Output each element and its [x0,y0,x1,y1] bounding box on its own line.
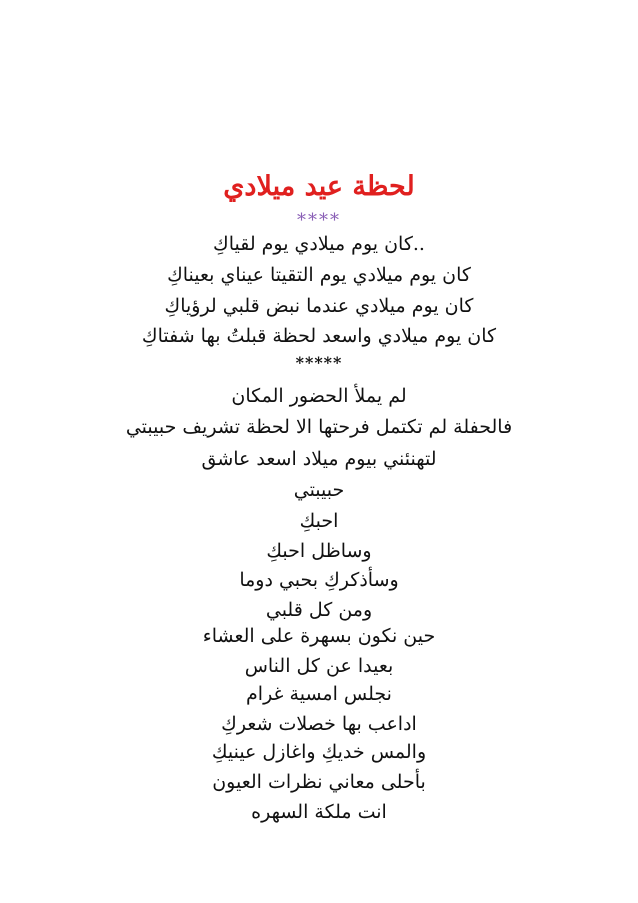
poem-line: لتهنئني بيوم ميلاد اسعد عاشق [201,448,437,470]
poem-line: لم يملأ الحضور المكان [231,385,407,407]
poem-line: كان يوم ميلادي عندما نبض قلبي لرؤياكِ [164,295,474,317]
poem-line: كان يوم ميلادي واسعد لحظة قبلتُ بها شفتاكِ [141,325,497,347]
poem-line: حبيبتي [293,479,345,501]
poem-line: وسأذكركِ بحبي دوما [239,569,399,591]
separator-mid: ***** [295,353,343,372]
poem-line: انت ملكة السهره [251,801,387,823]
poem-line: كان يوم ميلادي يوم التقيتا عيناي بعيناكِ [167,264,471,286]
poem-line: والمس خديكِ واغازل عينيكِ [211,741,427,763]
poem-line: حين نكون بسهرة على العشاء [202,625,436,647]
poem-line: بعيدا عن كل الناس [244,655,394,677]
poem-line: اداعب بها خصلات شعركِ [221,713,417,735]
poem-title: لحظة عيد ميلادي [223,171,415,202]
poem-line: وساظل احبكِ [266,540,372,562]
separator-top: **** [297,210,341,231]
poem-line: احبكِ [299,510,339,532]
poem-line: فالحفلة لم تكتمل فرحتها الا لحظة تشريف حبيبتي [125,416,513,438]
poem-line: ..كان يوم ميلادي يوم لقياكِ [213,233,425,255]
poem-line: بأحلى معاني نظرات العيون [212,771,426,793]
poem-line: ومن كل قلبي [265,599,373,621]
poem-line: نجلس امسية غرام [246,683,392,705]
